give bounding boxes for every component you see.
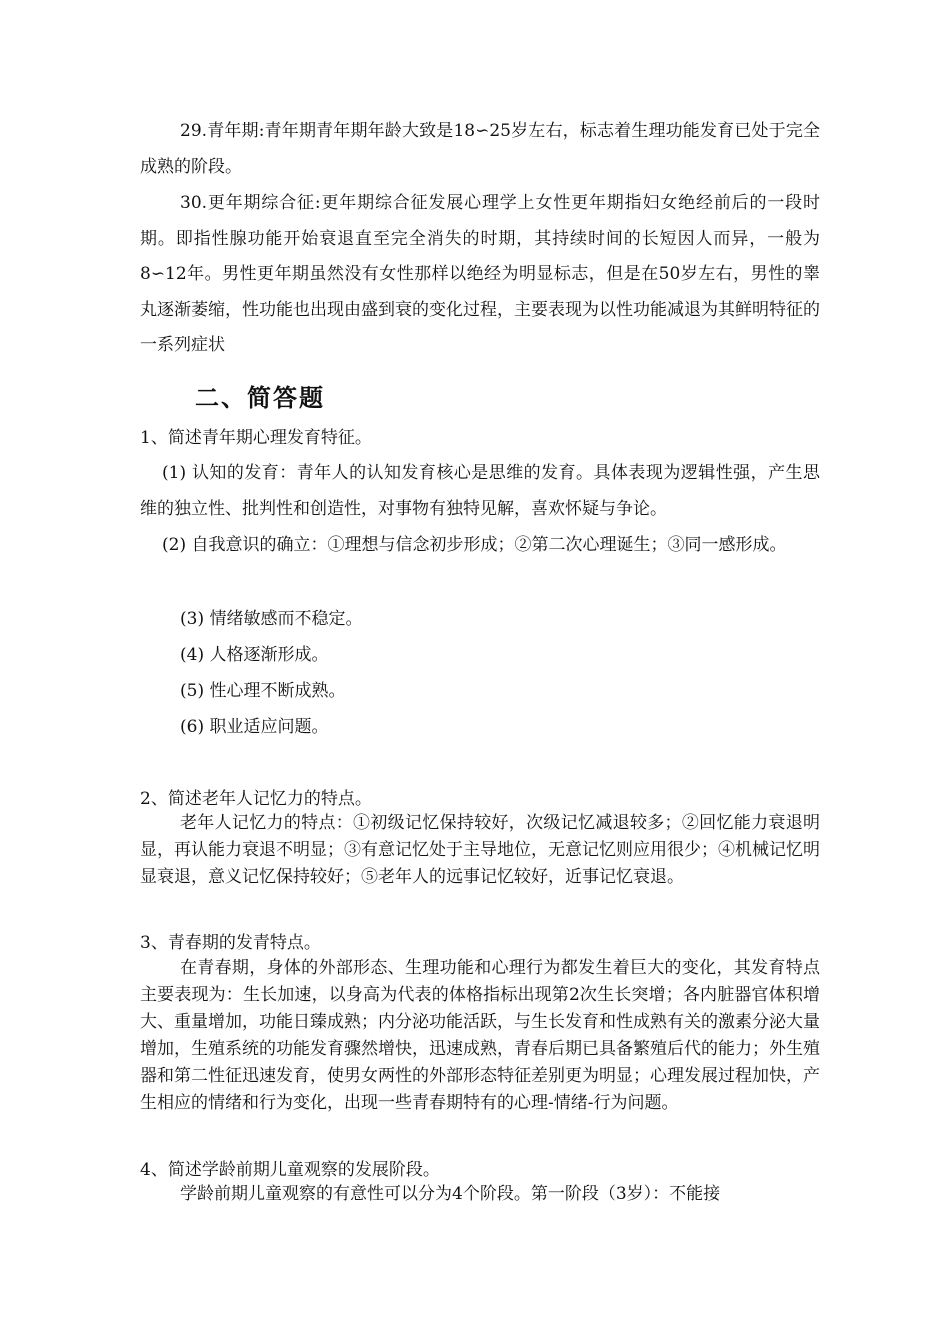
definition-30: 30.更年期综合征:更年期综合征发展心理学上女性更年期指妇女绝经前后的一段时期。即指性腺功能开始衰退直至完全消失的时期，其持续时间的长短因人而异，一般为8∽12年。男性更年期虽然没有女性那样以绝经为明显标志，但是在50岁左右，男性的睾丸逐渐萎缩，性功能也出现由盛到衰的变化过程，主要表现为以性功能减退为其鲜明特征的一系列症状	[140, 193, 820, 355]
question-4-title: 4、简述学龄前期儿童观察的发展阶段。	[140, 1160, 440, 1180]
question-1-point-2: (2) 自我意识的确立：①理想与信念初步形成；②第二次心理诞生；③同一感形成。	[162, 535, 787, 555]
question-3-title: 3、青春期的发青特点。	[140, 933, 321, 953]
question-1-point-3: (3) 情绪敏感而不稳定。	[180, 609, 363, 629]
question-1-point-4: (4) 人格逐渐形成。	[180, 645, 329, 665]
question-2-title: 2、简述老年人记忆力的特点。	[140, 789, 372, 809]
question-1-point-6: (6) 职业适应问题。	[180, 717, 329, 737]
section-title: 二、简答题	[195, 383, 325, 412]
question-2-answer: 老年人记忆力的特点：①初级记忆保持较好，次级记忆减退较多；②回忆能力衰退明显，再认能力衰退不明显；③有意记忆处于主导地位，无意记忆则应用很少；④机械记忆明显衰退，意义记忆保持较好；⑤老年人的远事记忆较好，近事记忆衰退。	[140, 813, 820, 887]
question-1-point-5: (5) 性心理不断成熟。	[180, 681, 346, 701]
definition-29: 29.青年期:青年期青年期年龄大致是18∽25岁左右，标志着生理功能发育已处于完全成熟的阶段。	[140, 121, 820, 177]
question-3-answer: 在青春期，身体的外部形态、生理功能和心理行为都发生着巨大的变化，其发育特点主要表现为：生长加速，以身高为代表的体格指标出现第2次生长突增；各内脏器官体积增大、重量增加，功能日臻成熟；内分泌功能活跃，与生长发育和性成熟有关的激素分泌大量增加，生殖系统的功能发育骤然增快，迅速成熟，青春后期已具备繁殖后代的能力；外生殖器和第二性征迅速发育，使男女两性的外部形态特征差别更为明显；心理发展过程加快，产生相应的情绪和行为变化，出现一些青春期特有的心理-情绪-行为问题。	[140, 958, 820, 1113]
question-4-answer: 学龄前期儿童观察的有意性可以分为4个阶段。第一阶段（3岁）：不能接	[180, 1184, 721, 1204]
question-1-point-1: (1) 认知的发育：青年人的认知发育核心是思维的发育。具体表现为逻辑性强，产生思维的独立性、批判性和创造性，对事物有独特见解，喜欢怀疑与争论。	[140, 463, 820, 519]
question-1-title: 1、简述青年期心理发育特征。	[140, 428, 372, 448]
